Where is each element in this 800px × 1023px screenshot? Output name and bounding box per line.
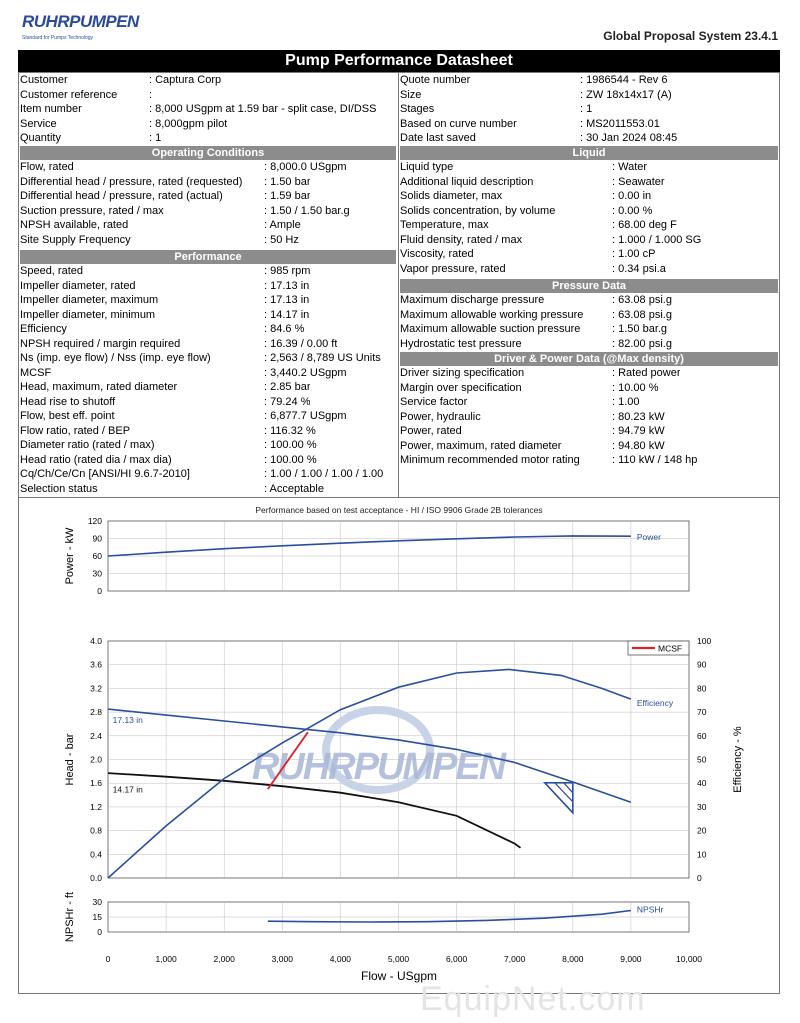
performance-chart-area [19,498,779,993]
field-value: : 0.34 psi.a [612,262,666,275]
field-label: Minimum recommended motor rating [400,454,580,466]
field-label: Fluid density, rated / max [400,233,523,246]
field-value: : 50 Hz [264,233,299,246]
field-row [20,218,396,233]
x-tick-label: 4,000 [329,954,352,964]
field-label: Date last saved [400,132,476,144]
field-value: : 1986544 - Rev 6 [580,74,668,86]
field-value: : 8,000.0 USgpm [264,161,347,173]
field-value: : 985 rpm [264,265,311,277]
x-tick-label: 7,000 [504,954,526,964]
pressure-data-section [400,279,778,351]
field-label: Stages [400,103,435,115]
field-value: : 100.00 % [264,439,317,451]
chart-title: Performance based on test acceptance - HI / ISO 9906 Grade 2B tolerances [255,505,543,515]
field-label: MCSF [20,366,52,379]
x-tick-label: 3,000 [271,954,293,964]
field-label: Item number [20,103,82,115]
field-row [400,204,778,219]
field-row [400,189,778,204]
field-value: : 1.00 / 1.00 / 1.00 / 1.00 [264,468,384,480]
x-tick-label: 5,000 [387,954,410,964]
field-label: Based on curve number [400,117,517,130]
y2-tick-label: 40 [697,778,707,789]
y2-tick-label: 70 [697,707,707,718]
field-row [20,160,396,175]
field-value: : 1.00 cP [612,248,656,260]
y2-axis-label: Efficiency - % [732,726,744,793]
field-label: Impeller diameter, maximum [20,294,159,306]
field-row [20,204,396,219]
field-label: Customer reference [20,88,118,101]
field-label: Viscosity, rated [400,248,474,260]
field-row [400,366,778,381]
rated-point-hatch [555,783,573,802]
y-tick-label: 120 [87,516,102,526]
field-row [20,337,396,352]
max-dia-label: 17.13 in [112,714,143,725]
field-row [400,308,778,323]
field-label: Power, maximum, rated diameter [400,439,562,452]
y-tick-label: 15 [92,912,102,922]
section-header: Pressure Data [400,279,778,293]
customer-info [20,73,396,146]
x-tick-label: 8,000 [562,954,584,964]
y2-tick-label: 60 [697,730,707,741]
page-title: Pump Performance Datasheet [18,50,780,72]
x-tick-label: 9,000 [620,954,642,964]
field-label: Maximum discharge pressure [400,294,545,306]
equipnet-watermark: EquipNet.com [420,980,646,1018]
npshr-curve [268,911,631,923]
field-label: NPSH required / margin required [20,337,181,350]
field-row [400,395,778,410]
field-label: Flow, rated [20,161,74,173]
section-header: Operating Conditions [20,146,396,160]
field-row [400,131,778,146]
y-tick-label: 3.2 [90,683,102,694]
field-value: : 10.00 % [612,381,659,394]
y2-tick-label: 80 [697,683,707,694]
field-value: : 94.80 kW [612,439,665,452]
field-row [400,381,778,396]
y-axis-label: Power - kW [64,527,76,585]
field-value: : 2.85 bar [264,381,311,393]
y-tick-label: 3.6 [90,659,102,670]
field-label: Hydrostatic test pressure [400,337,522,350]
field-row [20,395,396,410]
npshr-curve-label: NPSHr [636,904,664,915]
field-value: : 2,563 / 8,789 US Units [264,352,381,364]
min-dia-label: 14.17 in [112,784,143,795]
field-value: : 1.50 bar [264,175,311,188]
system-title: Global Proposal System 23.4.1 [603,29,778,43]
field-label: Maximum allowable suction pressure [400,323,581,335]
field-label: Head ratio (rated dia / max dia) [20,453,172,466]
field-row [20,279,396,294]
field-value: : 1 [580,103,593,115]
field-row [400,424,778,439]
y2-tick-label: 0 [697,873,702,883]
field-value: : 1.50 / 1.50 bar.g [264,204,350,217]
field-value: : 116.32 % [264,424,316,437]
field-label: Service factor [400,396,468,408]
field-row [400,262,778,277]
field-value: : 100.00 % [264,453,317,466]
field-value: : 82.00 psi.g [612,337,672,350]
performance-chart [19,498,779,993]
field-row [400,160,778,175]
field-label: Diameter ratio (rated / max) [20,439,155,451]
field-value: : 1.000 / 1.000 SG [612,233,702,246]
y-axis-label: Head - bar [64,733,76,786]
field-value: : 0.00 in [612,190,652,202]
y-tick-label: 0.0 [90,873,102,883]
field-value: : Acceptable [264,482,324,495]
x-tick-label: 0 [105,954,111,964]
y-tick-label: 0.8 [90,825,102,836]
field-row [400,233,778,248]
field-row [20,88,396,103]
field-value: : 3,440.2 USgpm [264,366,347,379]
field-value: : ZW 18x14x17 (A) [580,88,672,101]
y-tick-label: 30 [92,897,102,907]
field-label: Vapor pressure, rated [400,262,506,275]
field-row [400,293,778,308]
field-label: Size [400,88,422,101]
field-label: Cq/Ch/Ce/Cn [ANSI/HI 9.6.7-2010] [20,468,190,480]
field-value: : 0.00 % [612,204,653,217]
field-row [400,439,778,454]
x-tick-label: 6,000 [445,954,468,964]
field-label: Impeller diameter, rated [20,279,136,292]
y2-tick-label: 90 [697,659,707,670]
field-value: : 84.6 % [264,323,305,335]
field-value: : 1.59 bar [264,190,311,202]
field-row [20,264,396,279]
field-label: Liquid type [400,161,454,173]
y-tick-label: 1.6 [90,778,102,789]
power-curve [108,536,631,556]
field-row [400,117,778,132]
field-value: : 79.24 % [264,395,311,408]
driver-power-section [400,352,778,468]
y-tick-label: 2.0 [90,754,102,765]
field-label: Impeller diameter, minimum [20,308,156,321]
field-row [400,322,778,337]
field-label: Power, hydraulic [400,410,481,423]
operating-conditions-section [20,146,396,247]
field-label: Maximum allowable working pressure [400,308,584,321]
field-value: : 80.23 kW [612,410,665,423]
field-row [20,175,396,190]
y-tick-label: 1.2 [90,801,102,812]
field-value: : 6,877.7 USgpm [264,410,347,422]
x-tick-label: 1,000 [155,954,177,964]
field-row [20,308,396,323]
y2-tick-label: 20 [697,825,707,836]
x-tick-label: 2,000 [213,954,235,964]
y-tick-label: 30 [92,568,102,579]
field-label: Selection status [20,482,98,495]
field-row [20,380,396,395]
field-value: : 63.08 psi.g [612,294,672,306]
y2-tick-label: 10 [697,849,707,860]
column-divider [398,72,399,497]
section-header: Liquid [400,146,778,160]
field-label: Efficiency [20,323,67,335]
y2-tick-label: 30 [697,801,707,812]
field-row [20,366,396,381]
field-label: Speed, rated [20,265,83,277]
field-row [20,467,396,482]
field-row [400,218,778,233]
field-label: Temperature, max [400,219,489,231]
y2-tick-label: 50 [697,754,707,765]
field-row [20,233,396,248]
section-header: Driver & Power Data (@Max density) [400,352,778,366]
power-curve-label: Power [636,532,661,543]
field-label: Quote number [400,74,471,86]
field-label: Additional liquid description [400,175,534,188]
y-tick-label: 60 [92,551,102,561]
y-tick-label: 4.0 [90,636,102,646]
field-value: : 1.50 bar.g [612,323,668,335]
y-tick-label: 0 [97,586,102,596]
field-row [400,88,778,103]
field-row [20,322,396,337]
field-value: : Ample [264,219,301,231]
field-label: NPSH available, rated [20,219,129,231]
field-label: Suction pressure, rated / max [20,204,164,217]
logo-text: RUHRPUMPEN [22,12,139,31]
field-value: : 68.00 deg F [612,219,677,231]
field-value: : 30 Jan 2024 08:45 [580,132,678,144]
field-label: Differential head / pressure, rated (actual) [20,190,223,202]
field-value: : Seawater [612,175,665,188]
field-row [20,73,396,88]
field-value: : 17.13 in [264,294,310,306]
field-value: : 16.39 / 0.00 ft [264,337,338,350]
section-header: Performance [20,250,396,264]
field-label: Power, rated [400,425,462,437]
field-label: Customer [20,74,68,86]
field-value: : 8,000gpm pilot [149,117,228,130]
field-label: Head, maximum, rated diameter [20,381,178,393]
field-row [20,424,396,439]
field-value: : [149,88,153,101]
efficiency-curve-label: Efficiency [636,698,674,709]
field-row [400,102,778,117]
field-label: Margin over specification [400,381,522,394]
field-value: : 1.00 [612,396,640,408]
field-label: Ns (imp. eye flow) / Nss (imp. eye flow) [20,352,211,364]
quote-info [400,73,778,146]
field-row [20,293,396,308]
chart-logo-watermark: RUHRPUMPEN [251,746,505,788]
field-label: Site Supply Frequency [20,233,131,246]
field-row [20,131,396,146]
field-label: Head rise to shutoff [20,395,116,408]
field-row [400,410,778,425]
field-label: Solids concentration, by volume [400,204,556,217]
field-value: : 14.17 in [264,308,310,321]
y-tick-label: 0.4 [90,849,102,860]
field-row [20,102,396,117]
field-label: Flow ratio, rated / BEP [20,424,131,437]
field-label: Quantity [20,132,61,144]
x-axis-label: Flow - USgpm [360,969,438,983]
field-row [20,351,396,366]
company-logo [22,12,139,48]
field-label: Flow, best eff. point [20,410,115,422]
field-value: : 110 kW / 148 hp [612,454,698,466]
field-row [400,337,778,352]
field-row [20,453,396,468]
field-value: : 63.08 psi.g [612,308,672,321]
logo-tagline: Standard for Pumps Technology [22,35,94,41]
field-row [400,175,778,190]
y2-tick-label: 100 [697,636,712,646]
y-tick-label: 2.4 [90,730,102,741]
field-label: Driver sizing specification [400,367,525,379]
field-row [400,73,778,88]
field-row [20,409,396,424]
field-row [20,482,396,497]
field-value: : Captura Corp [149,74,222,86]
field-row [20,438,396,453]
y-tick-label: 0 [97,927,102,937]
field-row [20,189,396,204]
liquid-section [400,146,778,276]
field-label: Solids diameter, max [400,190,503,202]
field-value: : 1 [149,132,162,144]
field-value: : 8,000 USgpm at 1.59 bar - split case, DI/DSS [149,103,377,115]
y-axis-label: NPSHr - ft [64,891,76,943]
field-value: : MS2011553.01 [580,117,660,130]
y-tick-label: 2.8 [90,707,102,718]
y-tick-label: 90 [92,533,102,544]
field-value: : 17.13 in [264,279,310,292]
performance-section [20,250,396,496]
x-tick-label: 10,000 [676,954,702,964]
field-label: Differential head / pressure, rated (requested) [20,175,243,188]
field-value: : 94.79 kW [612,425,665,437]
field-row [400,453,778,468]
field-label: Service [20,117,57,130]
field-value: : Rated power [612,367,681,379]
legend-mcsf-label: MCSF [658,643,683,654]
field-row [400,247,778,262]
field-row [20,117,396,132]
field-value: : Water [612,161,648,173]
